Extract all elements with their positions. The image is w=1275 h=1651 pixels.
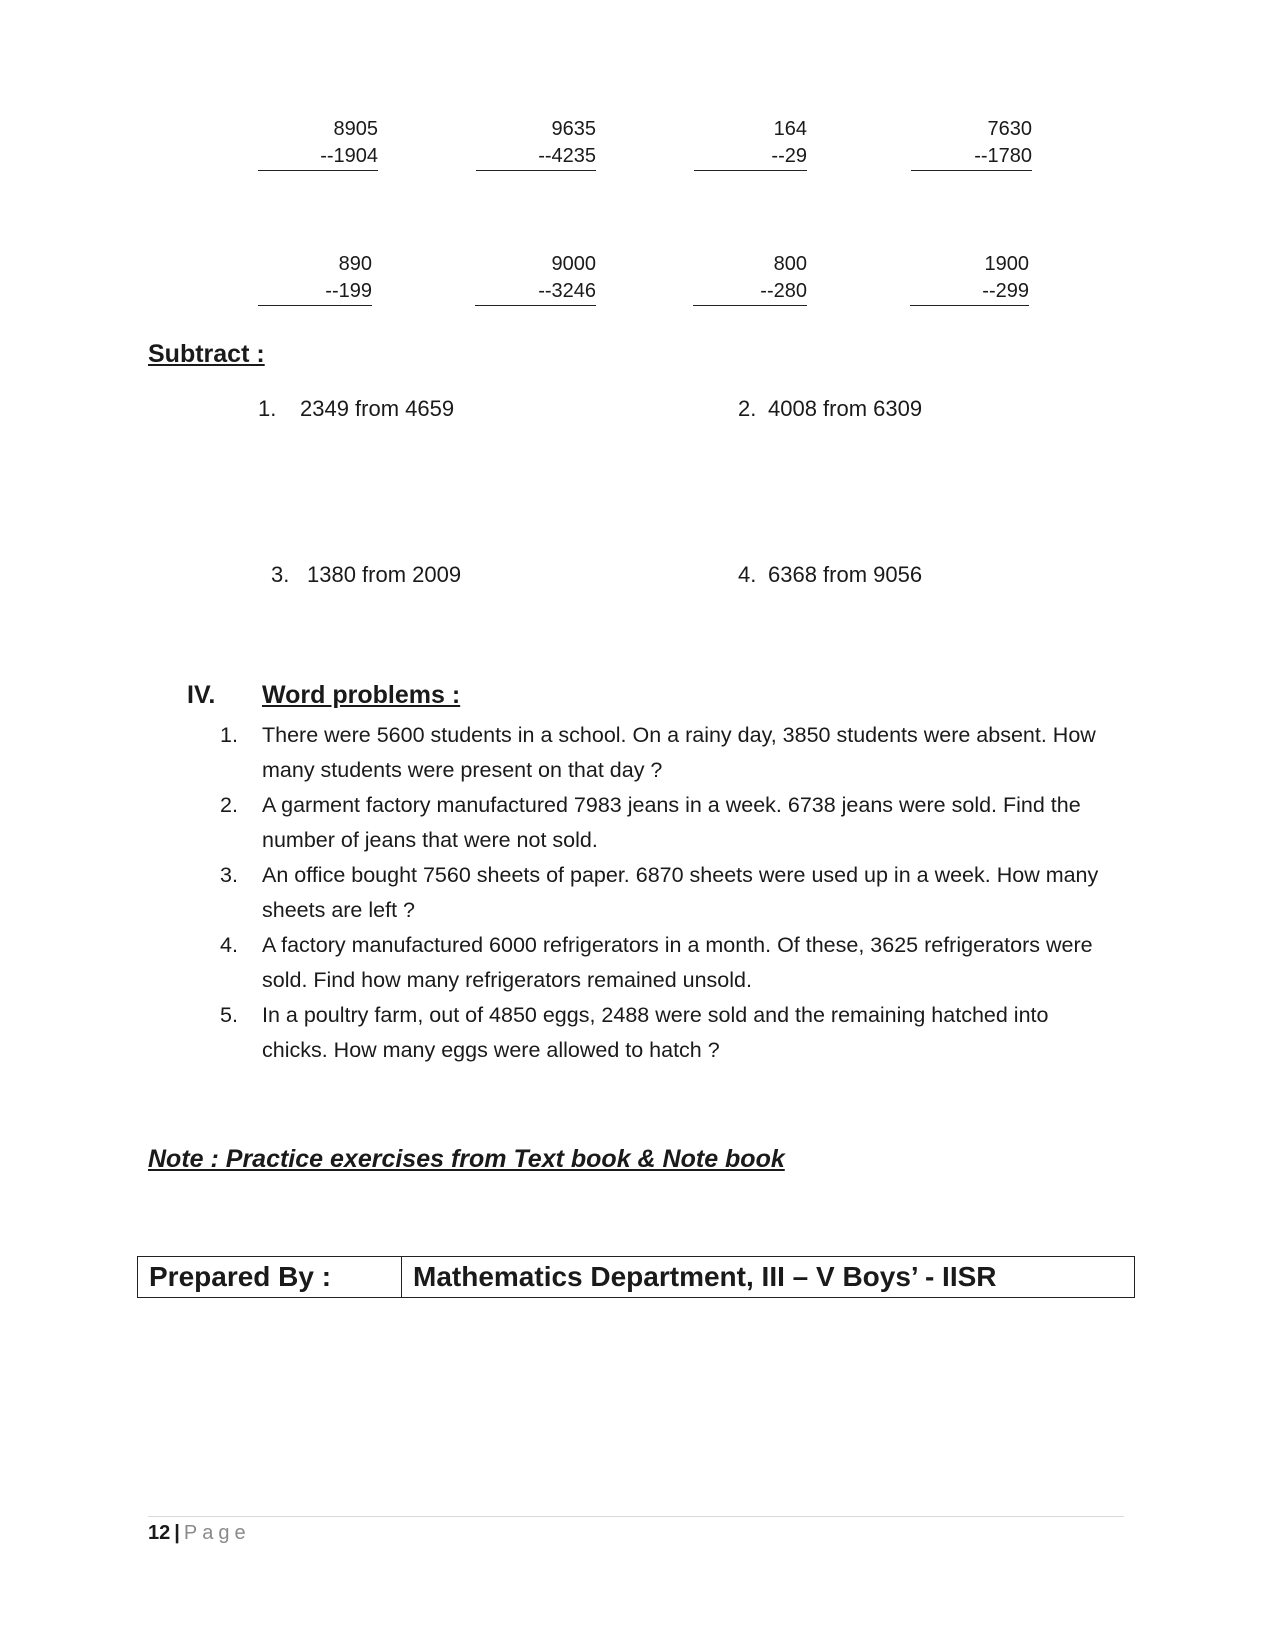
subtrahend: --280 xyxy=(693,278,807,306)
practice-note: Note : Practice exercises from Text book & Note book xyxy=(148,1145,785,1173)
subtraction-problem xyxy=(476,116,596,171)
list-item xyxy=(220,998,1120,1068)
subtraction-problem xyxy=(475,251,596,306)
subtrahend: --299 xyxy=(910,278,1029,306)
prepared-by-table xyxy=(137,1256,1135,1298)
item-number: 1. xyxy=(220,723,238,747)
subtrahend: --29 xyxy=(694,143,807,171)
item-text: In a poultry farm, out of 4850 eggs, 2488 were sold and the remaining hatched into chicks. How many eggs were allowed to hatch ? xyxy=(262,1003,1049,1062)
minuend: 1900 xyxy=(984,253,1029,275)
subtract-question xyxy=(258,396,454,422)
subtraction-problem xyxy=(911,116,1032,171)
minuend: 9635 xyxy=(551,118,596,140)
word-problem-list xyxy=(220,718,1120,1068)
page-label: Page xyxy=(183,1522,251,1544)
subtract-question xyxy=(738,396,922,422)
item-text: A factory manufactured 6000 refrigerators in a month. Of these, 3625 refrigerators were sold. Find how many refrigerators remained unsold. xyxy=(262,933,1093,992)
subtract-question xyxy=(271,562,461,588)
subtrahend: --1780 xyxy=(911,143,1032,171)
section-numeral: IV. xyxy=(187,681,216,709)
question-number: 1. xyxy=(258,396,277,421)
minuend: 800 xyxy=(773,253,807,275)
item-number: 3. xyxy=(220,863,238,887)
prepared-by-value: Mathematics Department, III – V Boys’ - IISR xyxy=(413,1261,997,1292)
subtraction-problem xyxy=(258,251,372,306)
section-heading-subtract: Subtract : xyxy=(148,340,265,368)
item-text: An office bought 7560 sheets of paper. 6870 sheets were used up in a week. How many sheets are left ? xyxy=(262,863,1099,922)
minuend: 7630 xyxy=(987,118,1032,140)
list-item xyxy=(220,788,1120,858)
subtrahend: --199 xyxy=(258,278,372,306)
question-text: 6368 from 9056 xyxy=(768,562,923,587)
prepared-by-label: Prepared By : xyxy=(138,1257,402,1297)
subtraction-problem xyxy=(693,251,807,306)
question-number: 4. xyxy=(738,562,757,587)
page-number: 12 xyxy=(148,1522,171,1544)
footer-separator: | xyxy=(174,1522,180,1544)
minuend: 9000 xyxy=(551,253,596,275)
question-text: 1380 from 2009 xyxy=(307,562,462,587)
subtract-question xyxy=(738,562,922,588)
item-number: 2. xyxy=(220,793,238,817)
item-number: 4. xyxy=(220,933,238,957)
list-item xyxy=(220,718,1120,788)
question-text: 2349 from 4659 xyxy=(300,396,455,421)
subtrahend: --1904 xyxy=(258,143,378,171)
item-number: 5. xyxy=(220,1003,238,1027)
minuend: 164 xyxy=(773,118,807,140)
footer-divider xyxy=(148,1516,1124,1517)
list-item xyxy=(220,858,1120,928)
question-number: 3. xyxy=(271,562,290,587)
question-text: 4008 from 6309 xyxy=(768,396,923,421)
question-number: 2. xyxy=(738,396,757,421)
minuend: 8905 xyxy=(333,118,378,140)
list-item xyxy=(220,928,1120,998)
page-footer xyxy=(148,1522,251,1545)
section-heading-word-problems: Word problems : xyxy=(262,681,461,709)
item-text: A garment factory manufactured 7983 jeans in a week. 6738 jeans were sold. Find the number of jeans that were not sold. xyxy=(262,793,1081,852)
subtrahend: --3246 xyxy=(475,278,596,306)
subtrahend: --4235 xyxy=(476,143,596,171)
subtraction-problem xyxy=(258,116,378,171)
subtraction-problem xyxy=(694,116,807,171)
minuend: 890 xyxy=(338,253,372,275)
item-text: There were 5600 students in a school. On a rainy day, 3850 students were absent. How many students were present on that day ? xyxy=(262,723,1096,782)
subtraction-problem xyxy=(910,251,1029,306)
